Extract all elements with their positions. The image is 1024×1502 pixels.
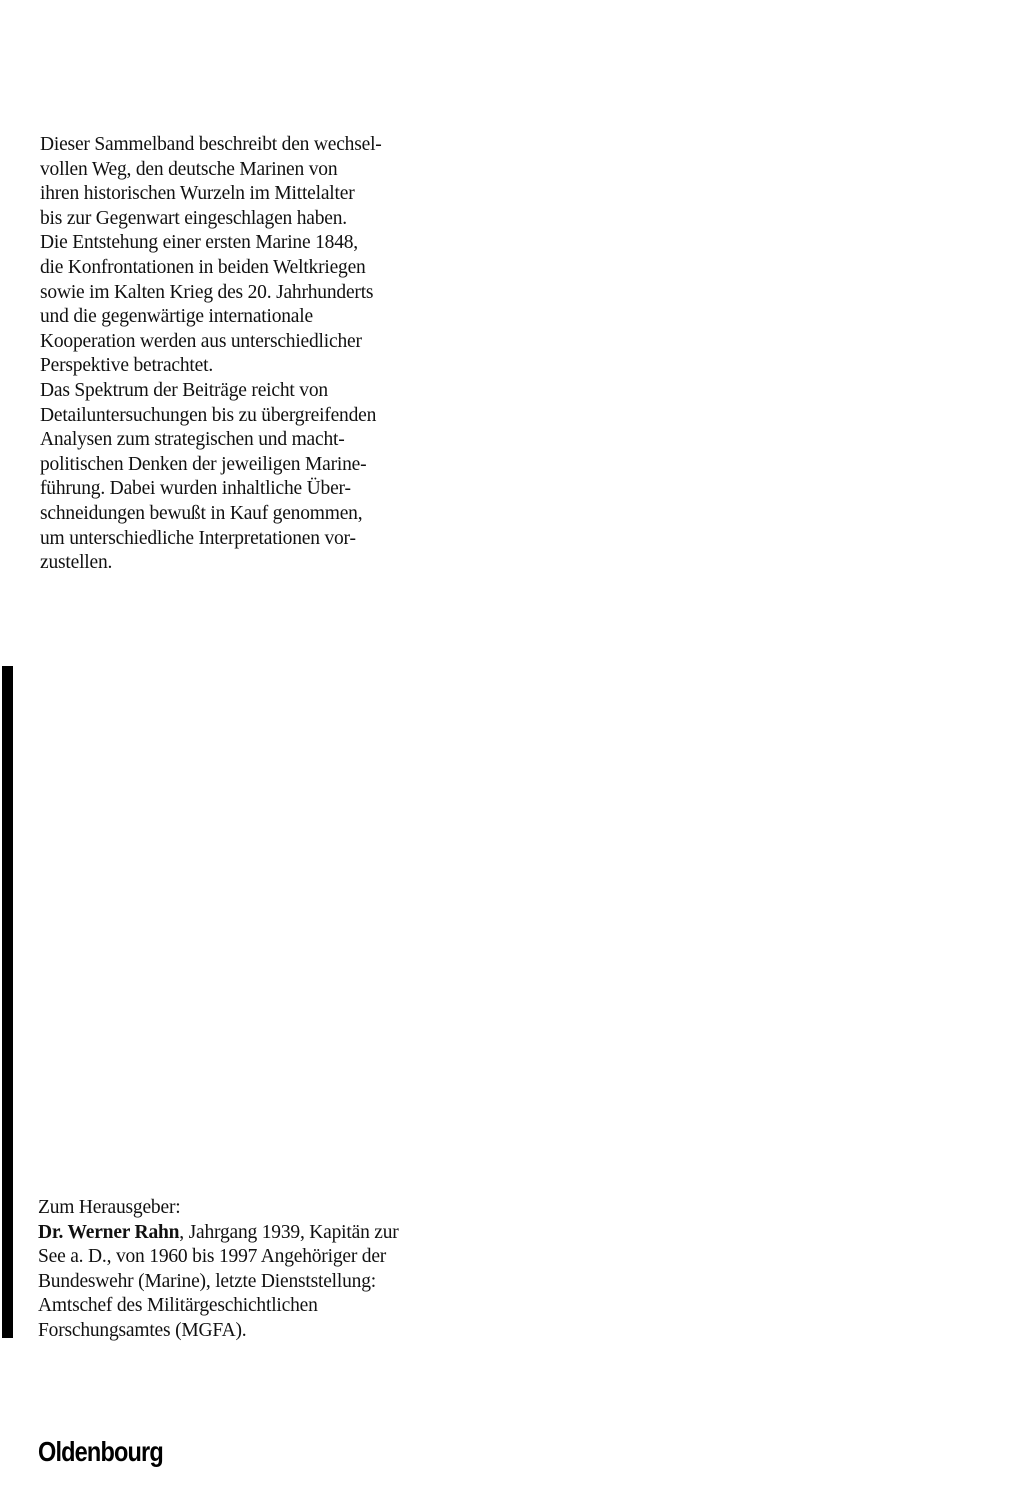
blurb-line: Perspektive betrachtet. — [40, 355, 213, 377]
blurb-line: politischen Denken der jeweiligen Marine- — [40, 453, 367, 475]
blurb-line: vollen Weg, den deutsche Marinen von — [40, 158, 338, 180]
editor-heading: Zum Herausgeber: — [38, 1197, 181, 1218]
blurb-line: bis zur Gegenwart eingeschlagen haben. — [40, 207, 347, 229]
editor-line: See a. D., von 1960 bis 1997 Angehöriger der — [38, 1246, 387, 1268]
editor-line: Bundeswehr (Marine), letzte Dienststellung: — [38, 1270, 376, 1292]
editor-section — [38, 1196, 468, 1344]
blurb-text — [40, 133, 460, 576]
blurb-line: Dieser Sammelband beschreibt den wechsel- — [40, 134, 382, 155]
editor-line: Amtschef des Militärgeschichtlichen — [38, 1295, 318, 1317]
blurb-line: die Konfrontationen in beiden Weltkriegen — [40, 256, 366, 278]
editor-first-line — [38, 1221, 468, 1246]
blurb-line: sowie im Kalten Krieg des 20. Jahrhunderts — [40, 281, 374, 303]
editor-name: Dr. Werner Rahn — [38, 1221, 180, 1243]
spine-bar — [2, 666, 13, 1338]
blurb-line: um unterschiedliche Interpretationen vor- — [40, 527, 356, 549]
editor-line: Forschungsamtes (MGFA). — [38, 1319, 247, 1341]
publisher-logo: Oldenbourg — [38, 1436, 163, 1467]
blurb-line: schneidungen bewußt in Kauf genommen, — [40, 502, 363, 524]
blurb-line: Die Entstehung einer ersten Marine 1848, — [40, 232, 358, 254]
blurb-line: führung. Dabei wurden inhaltliche Über- — [40, 478, 351, 500]
blurb-line: zustellen. — [40, 552, 113, 574]
blurb-line: ihren historischen Wurzeln im Mittelalter — [40, 183, 355, 205]
blurb-line: Kooperation werden aus unterschiedlicher — [40, 330, 362, 352]
blurb-line: Das Spektrum der Beiträge reicht von — [40, 379, 328, 401]
blurb-line: und die gegenwärtige internationale — [40, 306, 313, 328]
editor-first-line-rest: , Jahrgang 1939, Kapitän zur — [179, 1221, 399, 1243]
blurb-line: Detailuntersuchungen bis zu übergreifenden — [40, 404, 377, 426]
blurb-line: Analysen zum strategischen und macht- — [40, 429, 345, 451]
